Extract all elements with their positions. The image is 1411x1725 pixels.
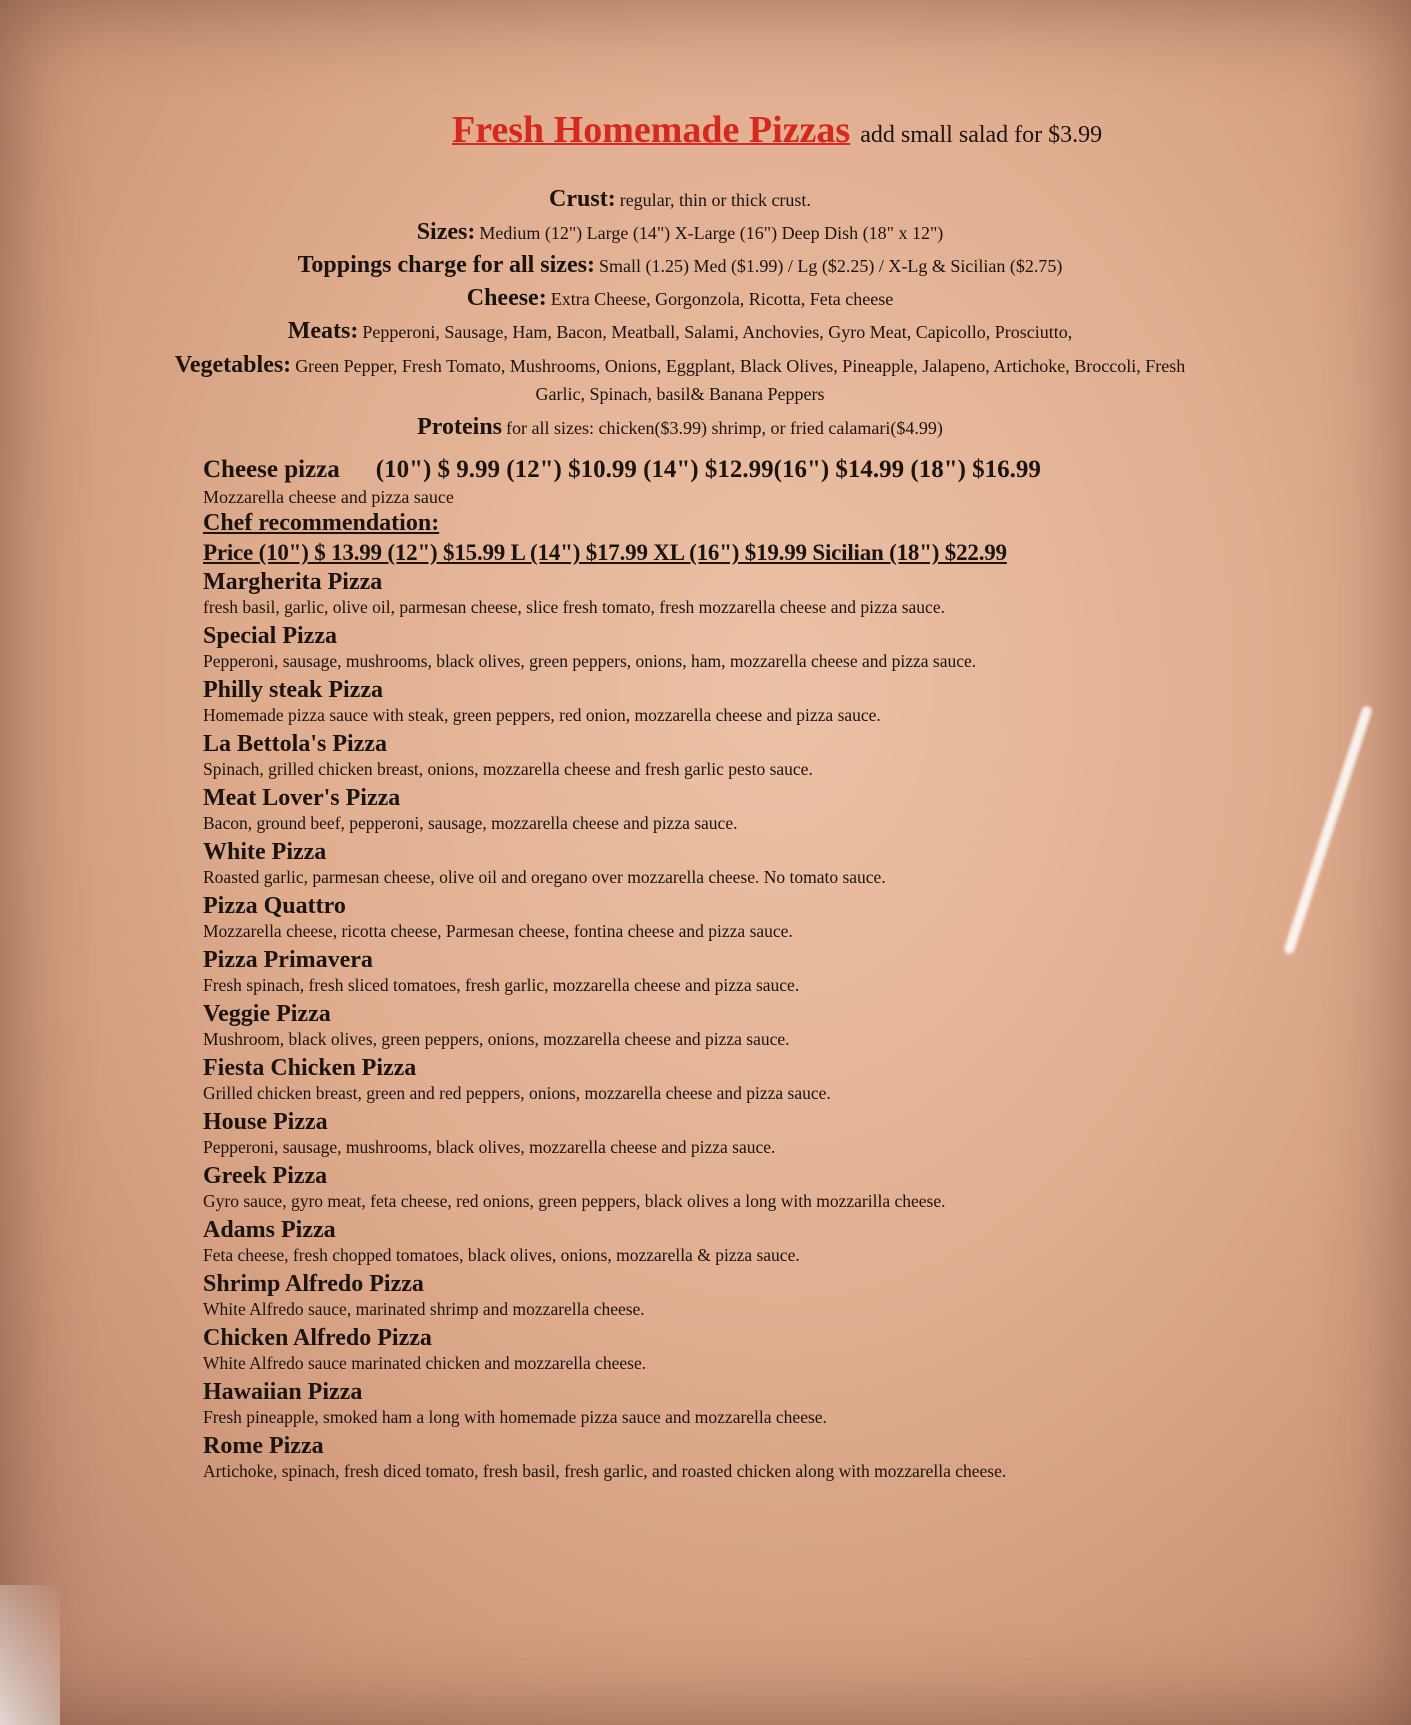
pizza-desc: Gyro sauce, gyro meat, feta cheese, red onions, green peppers, black olives a long with mozzarilla cheese. [203, 1191, 946, 1211]
pizza-name: Adams Pizza [203, 1217, 336, 1243]
pizza-name: Hawaiian Pizza [203, 1379, 363, 1405]
pizza-desc: Bacon, ground beef, pepperoni, sausage, mozzarella cheese and pizza sauce. [203, 813, 738, 833]
pizza-desc: Mozzarella cheese, ricotta cheese, Parmesan cheese, fontina cheese and pizza sauce. [203, 921, 793, 941]
info-label: Proteins [417, 414, 503, 440]
list-item [203, 1270, 1203, 1324]
cheese-line [150, 283, 1210, 316]
list-item [203, 784, 1203, 838]
pizza-desc: Roasted garlic, parmesan cheese, olive oil and oregano over mozzarella cheese. No tomato sauce. [203, 867, 886, 887]
pizza-name: Philly steak Pizza [203, 677, 383, 703]
list-item [203, 730, 1203, 784]
pizza-desc: Pepperoni, sausage, mushrooms, black olives, green peppers, onions, ham, mozzarella cheese and pizza sauce. [203, 651, 977, 671]
pizza-name: Shrimp Alfredo Pizza [203, 1271, 424, 1297]
info-text: Small (1.25) Med ($1.99) / Lg ($2.25) / X-Lg & Sicilian ($2.75) [598, 256, 1063, 276]
info-text: Extra Cheese, Gorgonzola, Ricotta, Feta cheese [550, 289, 894, 309]
pizza-desc: Grilled chicken breast, green and red peppers, onions, mozzarella cheese and pizza sauce. [203, 1083, 831, 1103]
menu-title: Fresh Homemade Pizzas [452, 109, 851, 151]
pizza-name: Meat Lover's Pizza [203, 785, 401, 811]
info-text: Pepperoni, Sausage, Ham, Bacon, Meatball, Salami, Anchovies, Gyro Meat, Capicollo, Prosciutto, [362, 322, 1073, 342]
info-label: Cheese: [466, 285, 547, 311]
chef-prices: Price (10") $ 13.99 (12") $15.99 L (14") $17.99 XL (16") $19.99 Sicilian (18") $22.99 [203, 540, 1007, 565]
list-item [203, 946, 1203, 1000]
pizza-menu [203, 454, 1203, 1486]
pizza-desc: Homemade pizza sauce with steak, green peppers, red onion, mozzarella cheese and pizza sauce. [203, 705, 881, 725]
cheese-pizza-prices: (10") $ 9.99 (12") $10.99 (14") $12.99(16") $14.99 (18") $16.99 [375, 456, 1041, 483]
info-label: Sizes: [416, 219, 476, 245]
list-item [203, 1324, 1203, 1378]
list-item [203, 568, 1203, 622]
toppings-line [150, 250, 1210, 283]
pizza-name: Rome Pizza [203, 1433, 324, 1459]
pizza-name: Veggie Pizza [203, 1001, 331, 1027]
light-glare [1283, 705, 1373, 955]
title-row [452, 108, 1102, 152]
pizza-desc: Mushroom, black olives, green peppers, onions, mozzarella cheese and pizza sauce. [203, 1029, 790, 1049]
info-text: Green Pepper, Fresh Tomato, Mushrooms, Onions, Eggplant, Black Olives, Pineapple, Jalapeno, Artichoke, Broccoli, Fresh Garlic, Spinach, basil& Banana Peppers [295, 356, 1186, 404]
info-label: Meats: [287, 318, 359, 344]
pizza-name: White Pizza [203, 839, 327, 865]
sizes-line [150, 217, 1210, 250]
pizza-name: Chicken Alfredo Pizza [203, 1325, 432, 1351]
pizza-desc: Spinach, grilled chicken breast, onions, mozzarella cheese and fresh garlic pesto sauce. [203, 759, 813, 779]
list-item [203, 1378, 1203, 1432]
crust-line [150, 184, 1210, 217]
chef-recommendation-heading: Chef recommendation: [203, 510, 440, 536]
pizza-name: Pizza Quattro [203, 893, 346, 919]
list-item [203, 1162, 1203, 1216]
info-section [150, 184, 1210, 445]
list-item [203, 1054, 1203, 1108]
pizza-name: Pizza Primavera [203, 947, 373, 973]
pizza-desc: Pepperoni, sausage, mushrooms, black olives, mozzarella cheese and pizza sauce. [203, 1137, 776, 1157]
vegetables-line [150, 349, 1210, 412]
pizza-desc: White Alfredo sauce marinated chicken and mozzarella cheese. [203, 1353, 647, 1373]
proteins-line [150, 412, 1210, 445]
meats-line [150, 316, 1210, 349]
info-text: for all sizes: chicken($3.99) shrimp, or fried calamari($4.99) [506, 418, 943, 438]
cheese-pizza-row [203, 454, 1203, 486]
list-item [203, 1108, 1203, 1162]
info-label: Vegetables: [174, 352, 292, 378]
list-item [203, 676, 1203, 730]
list-item [203, 838, 1203, 892]
pizza-list [203, 568, 1203, 1486]
info-text: regular, thin or thick crust. [619, 190, 811, 210]
info-text: Medium (12") Large (14") X-Large (16") Deep Dish (18" x 12") [479, 223, 944, 243]
pizza-name: La Bettola's Pizza [203, 731, 387, 757]
list-item [203, 1432, 1203, 1486]
salad-note: add small salad for $3.99 [860, 122, 1103, 148]
pizza-desc: Artichoke, spinach, fresh diced tomato, fresh basil, fresh garlic, and roasted chicken along with mozzarella cheese. [203, 1461, 1007, 1481]
pizza-name: Margherita Pizza [203, 569, 383, 595]
pizza-desc: fresh basil, garlic, olive oil, parmesan cheese, slice fresh tomato, fresh mozzarella cheese and pizza sauce. [203, 597, 945, 617]
pizza-name: Greek Pizza [203, 1163, 328, 1189]
list-item [203, 622, 1203, 676]
pizza-name: Fiesta Chicken Pizza [203, 1055, 417, 1081]
pizza-desc: Feta cheese, fresh chopped tomatoes, black olives, onions, mozzarella & pizza sauce. [203, 1245, 800, 1265]
light-glare [0, 1585, 60, 1725]
info-label: Crust: [549, 186, 616, 212]
info-label: Toppings charge for all sizes: [297, 252, 595, 278]
pizza-desc: White Alfredo sauce, marinated shrimp and mozzarella cheese. [203, 1299, 645, 1319]
pizza-desc: Fresh pineapple, smoked ham a long with homemade pizza sauce and mozzarella cheese. [203, 1407, 827, 1427]
pizza-desc: Fresh spinach, fresh sliced tomatoes, fresh garlic, mozzarella cheese and pizza sauce. [203, 975, 800, 995]
list-item [203, 1000, 1203, 1054]
cheese-pizza-desc: Mozzarella cheese and pizza sauce [203, 487, 454, 507]
cheese-pizza-name: Cheese pizza [203, 456, 340, 483]
list-item [203, 1216, 1203, 1270]
list-item [203, 892, 1203, 946]
pizza-name: House Pizza [203, 1109, 328, 1135]
pizza-name: Special Pizza [203, 623, 337, 649]
